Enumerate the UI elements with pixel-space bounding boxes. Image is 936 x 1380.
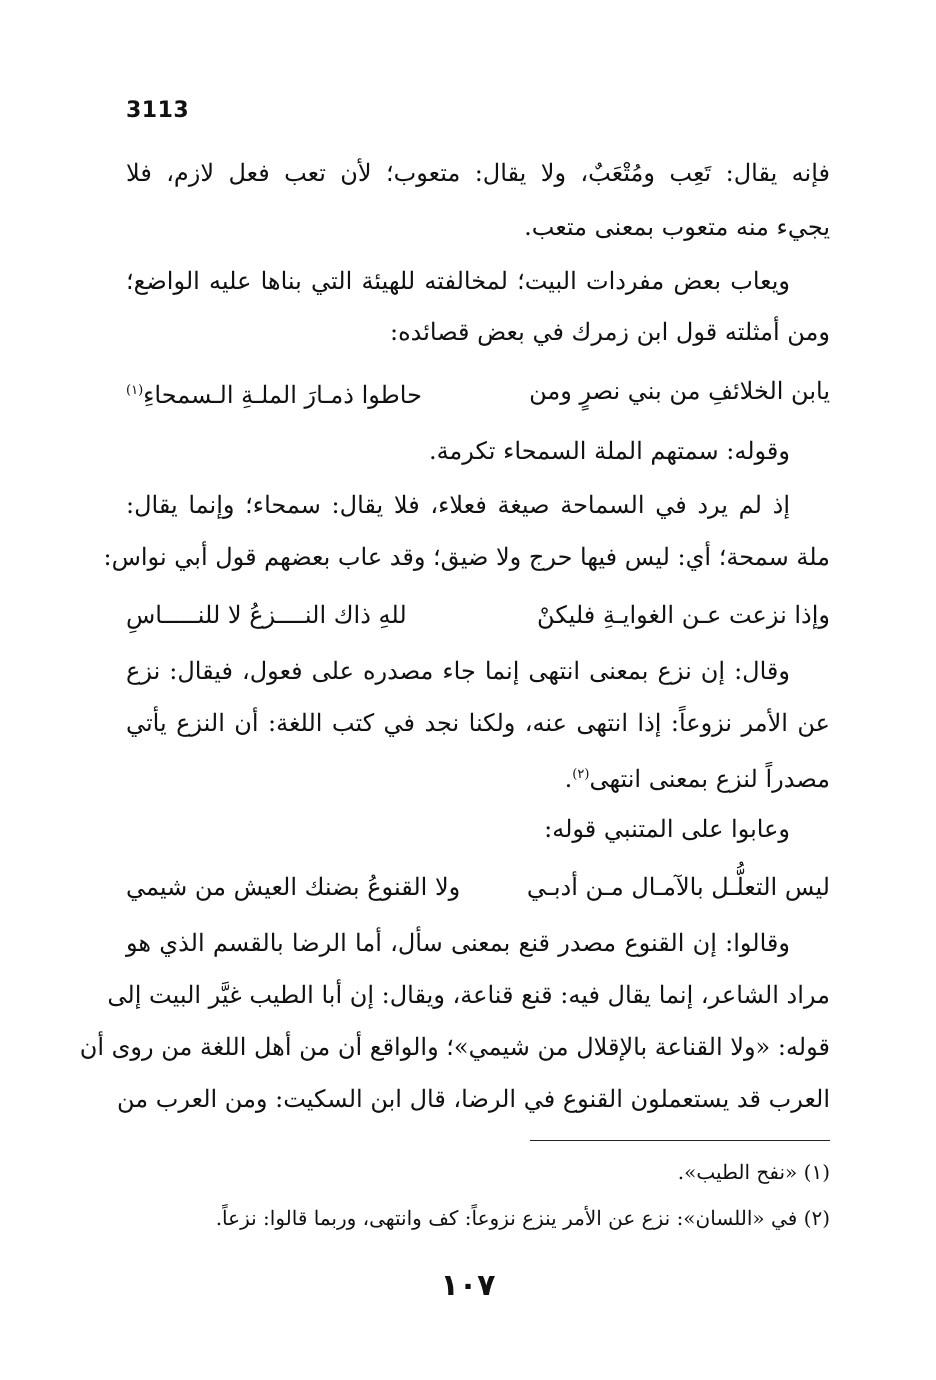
text-line: يجيء منه متعوب بمعنى متعب. xyxy=(524,213,830,241)
verse-first-hemistich: وإذا نزعت عـن الغوايـةِ فليكنْ xyxy=(537,601,830,629)
text-line: وقوله: سمتهم الملة السمحاء تكرمة. xyxy=(428,437,790,465)
verse-second-hemistich: حاطوا ذمـارَ الملـةِ الـسمحاءِ$^{(١)}$ xyxy=(126,381,422,409)
text-line: قوله: «ولا القناعة بالإقلال من شيمي»؛ والواقع أن من أهل اللغة من روى أن xyxy=(79,1033,830,1061)
footnote-text: «نفح الطيب». xyxy=(677,1160,798,1184)
text-line: وقال: إن نزع بمعنى انتهى إنما جاء مصدره على فعول، فيقال: نزع xyxy=(126,657,790,685)
text-line: إذ لم يرد في السماحة صيغة فعلاء، فلا يقال: سمحاء؛ وإنما يقال: xyxy=(126,491,790,519)
text-line: ومن أمثلته قول ابن زمرك في بعض قصائده: xyxy=(389,318,830,346)
text-line: ملة سمحة؛ أي: ليس فيها حرج ولا ضيق؛ وقد عاب بعضهم قول أبي نواس: xyxy=(103,543,830,571)
text-line: ويعاب بعض مفردات البيت؛ لمخالفته للهيئة التي بناها عليه الواضع؛ xyxy=(126,267,790,295)
page-id: 3113 xyxy=(126,98,190,123)
footnote-text: في «اللسان»: نزع عن الأمر ينزع نزوعاً: كف وانتهى، وربما قالوا: نزعاً. xyxy=(215,1206,798,1230)
verse-second-hemistich: للهِ ذاك النــــزعُ لا للنـــــاسِ xyxy=(126,601,407,629)
footnote-ref: (١) xyxy=(126,383,144,398)
footnote-number: (٢) xyxy=(803,1206,830,1230)
footnotes xyxy=(79,0,830,1260)
footnote-ref: (٢) xyxy=(572,767,590,782)
footnote-number: (١) xyxy=(803,1160,830,1184)
verse-first-hemistich: يابن الخلائفِ من بني نصرٍ ومن xyxy=(529,377,830,405)
text-line: مصدراً لنزع بمعنى انتهى$^{(٢)}$. xyxy=(564,765,830,793)
text-line: وعابوا على المتنبي قوله: xyxy=(544,815,790,843)
text-line: فإنه يقال: تَعِب ومُتْعَبٌ، ولا يقال: متعوب؛ لأن تعب فعل لازم، فلا xyxy=(126,159,830,187)
footnote xyxy=(216,1206,830,1230)
footnote xyxy=(678,1160,830,1184)
text-line: العرب قد يستعملون القنوع في الرضا، قال ابن السكيت: ومن العرب من xyxy=(117,1085,830,1113)
text-line: عن الأمر نزوعاً: إذا انتهى عنه، ولكنا نجد في كتب اللغة: أن النزع يأتي xyxy=(126,709,830,737)
text-line: مراد الشاعر، إنما يقال فيه: قنع قناعة، ويقال: إن أبا الطيب غيَّر البيت إلى xyxy=(107,981,830,1009)
text-line: وقالوا: إن القنوع مصدر قنع بمعنى سأل، أما الرضا بالقسم الذي هو xyxy=(126,929,790,957)
verse-second-hemistich: ولا القنوعُ بضنك العيش من شيمي xyxy=(126,873,461,901)
verse-first-hemistich: ليس التعلُّـل بالآمـال مـن أدبـي xyxy=(526,873,830,901)
page-number: ١٠٧ xyxy=(440,1268,496,1303)
